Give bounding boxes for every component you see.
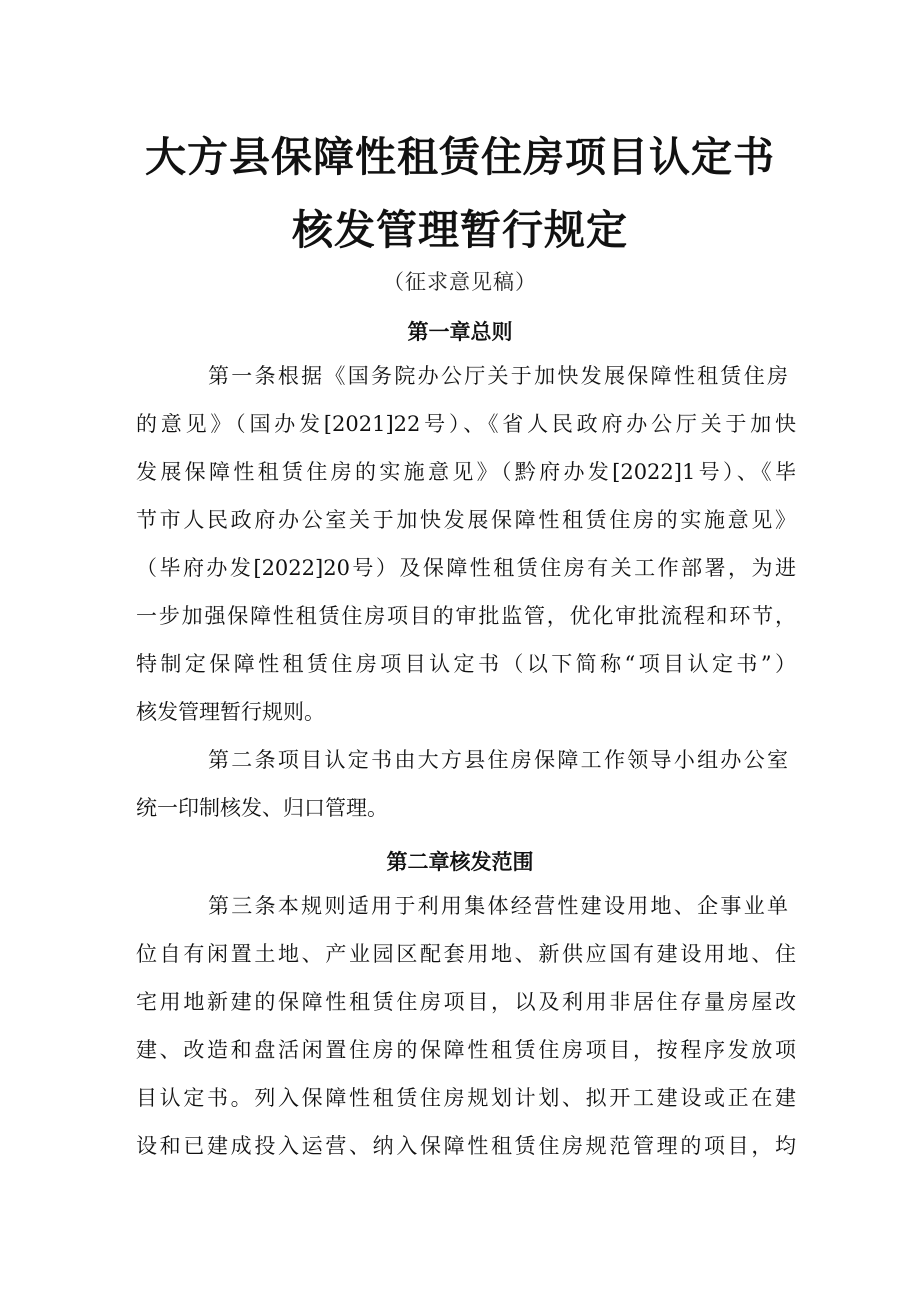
article1-line: 第一条根据《国务院办公厅关于加快发展保障性租赁住房: [208, 364, 788, 388]
article3-line: 建、改造和盘活闲置住房的保障性租赁住房项目，按程序发放项: [136, 1038, 796, 1062]
article3-line: 设和已建成投入运营、纳入保障性租赁住房规范管理的项目，均: [136, 1134, 796, 1158]
article1-line: 一步加强保障性租赁住房项目的审批监管，优化审批流程和环节，: [136, 604, 796, 628]
article1-line: （毕府办发[2022]20号）及保障性租赁住房有关工作部署，为进: [136, 556, 796, 580]
article1-line: 的意见》（国办发[2021]22号）、《省人民政府办公厅关于加快: [136, 412, 796, 436]
chapter2-heading: 第二章核发范围: [386, 850, 534, 874]
article1-line: 发展保障性租赁住房的实施意见》（黔府办发[2022]1号）、《毕: [136, 460, 796, 484]
document-title-line1: 大方县保障性租赁住房项目认定书: [145, 133, 775, 181]
article2-line: 第二条项目认定书由大方县住房保障工作领导小组办公室: [208, 748, 788, 772]
document-subtitle: （征求意见稿）: [383, 270, 537, 294]
article3-line: 位自有闲置土地、产业园区配套用地、新供应国有建设用地、住: [136, 942, 796, 966]
article1-line: 特制定保障性租赁住房项目认定书（以下简称“项目认定书”）: [136, 652, 796, 676]
article2-line: 统一印制核发、归口管理。: [136, 796, 388, 820]
article3-line: 目认定书。列入保障性租赁住房规划计划、拟开工建设或正在建: [136, 1086, 796, 1110]
document-title-line2: 核发管理暂行规定: [292, 206, 628, 254]
article1-line: 核发管理暂行规则。: [136, 700, 325, 724]
article1-line: 节市人民政府办公室关于加快发展保障性租赁住房的实施意见》: [136, 508, 796, 532]
article3-line: 宅用地新建的保障性租赁住房项目，以及利用非居住存量房屋改: [136, 990, 796, 1014]
article3-line: 第三条本规则适用于利用集体经营性建设用地、企事业单: [208, 894, 788, 918]
chapter1-heading: 第一章总则: [407, 320, 513, 344]
